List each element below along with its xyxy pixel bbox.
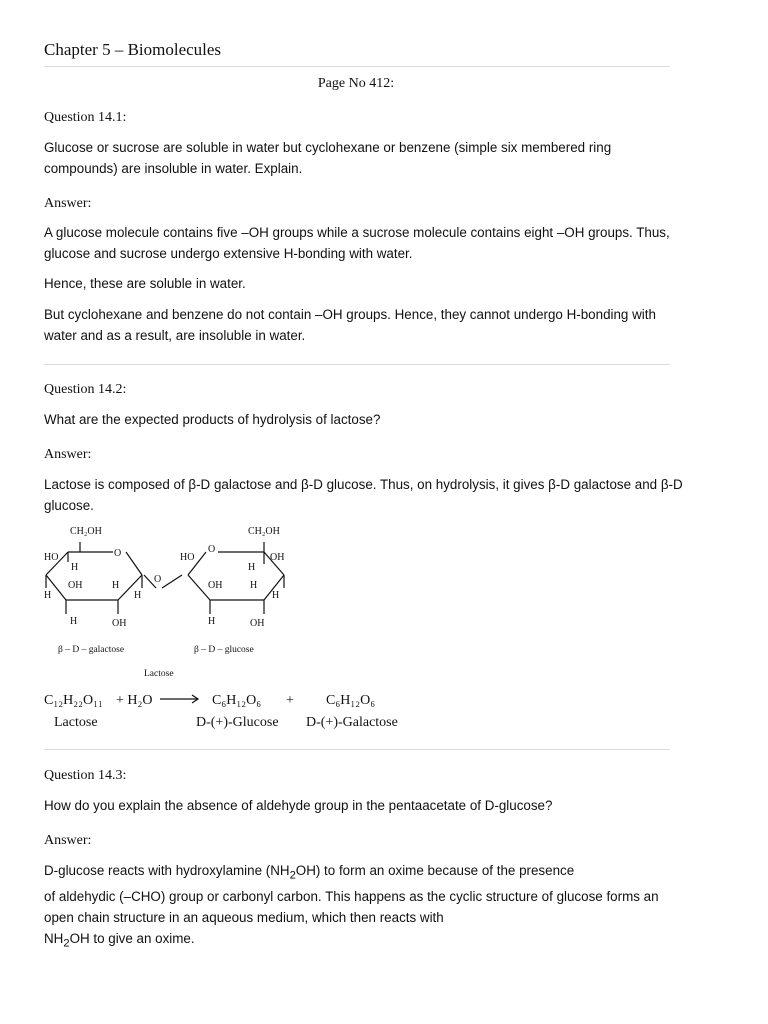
question-label: Question 14.1: bbox=[44, 110, 127, 125]
label-h: H bbox=[70, 616, 78, 627]
divider bbox=[44, 749, 670, 750]
question-text: Glucose or sucrose are soluble in water but cyclohexane or benzene (simple six membered ring compounds) are insoluble in water. Explain. bbox=[44, 140, 612, 176]
question-text: How do you explain the absence of aldehyde group in the pentaacetate of D-glucose? bbox=[44, 798, 553, 813]
answer-paragraph: Lactose is composed of β-D galactose and β-D glucose. Thus, on hydrolysis, it gives β-D galactose and β-D glucose. bbox=[44, 477, 683, 513]
label-ch2oh: CH₂OH bbox=[248, 526, 280, 537]
product-formula: C₆H₁₂O₆ bbox=[326, 693, 376, 708]
answer-last-line bbox=[44, 928, 684, 955]
text-run: OH to give an oxime. bbox=[69, 931, 195, 946]
answer-label: Answer: bbox=[44, 833, 92, 848]
plus-sign: + bbox=[286, 693, 294, 708]
product-name: D-(+)-Galactose bbox=[306, 715, 398, 730]
label-ch2oh: CH₂OH bbox=[70, 526, 102, 537]
subscript: 2 bbox=[63, 937, 70, 950]
text-run: D-glucose reacts with hydroxylamine (NH bbox=[44, 863, 290, 878]
answer-first-line bbox=[44, 860, 684, 887]
page-title: Chapter 5 – Biomolecules bbox=[44, 40, 222, 59]
answer-paragraph: But cyclohexane and benzene do not contain –OH groups. Hence, they cannot undergo H-bonding with water and as a result, are insoluble in water. bbox=[44, 307, 656, 343]
question-label: Question 14.3: bbox=[44, 768, 127, 783]
label-h: H bbox=[208, 616, 216, 627]
label-o: O bbox=[114, 548, 122, 559]
label-oh: OH bbox=[250, 618, 265, 629]
product-formula: C₆H₁₂O₆ bbox=[212, 693, 262, 708]
label-oh: OH bbox=[208, 580, 223, 591]
answer-label: Answer: bbox=[44, 447, 92, 462]
answer-paragraph: A glucose molecule contains five –OH groups while a sucrose molecule contains eight –OH groups. Thus, glucose and sucrose undergo extensive H-bonding with water. bbox=[44, 225, 670, 261]
answer-label: Answer: bbox=[44, 196, 92, 211]
water-term: + H₂O bbox=[116, 693, 153, 708]
glucose-caption: β – D – glucose bbox=[194, 645, 254, 655]
lactose-caption: Lactose bbox=[144, 669, 174, 679]
lactose-structure-figure bbox=[38, 520, 418, 740]
divider bbox=[44, 66, 670, 67]
label-h: H bbox=[71, 562, 79, 573]
label-o: O bbox=[208, 544, 216, 555]
text-run: OH) to form an oxime because of the presence bbox=[295, 863, 575, 878]
label-h: H bbox=[250, 580, 258, 591]
galactose-caption: β – D – galactose bbox=[58, 645, 125, 655]
answer-paragraph: Hence, these are soluble in water. bbox=[44, 276, 246, 291]
label-h: H bbox=[44, 590, 52, 601]
label-h: H bbox=[134, 590, 142, 601]
reactant-name: Lactose bbox=[54, 715, 98, 730]
page-number: Page No 412: bbox=[317, 76, 395, 91]
text-run: NH bbox=[44, 931, 64, 946]
divider bbox=[44, 364, 670, 365]
answer-paragraph: of aldehydic (–CHO) group or carbonyl carbon. This happens as the cyclic structure of glucose forms an open chain structure in an aqueous medium, which then reacts with bbox=[44, 889, 659, 925]
hydrolysis-equation bbox=[44, 693, 398, 730]
question-text: What are the expected products of hydrolysis of lactose? bbox=[44, 412, 381, 427]
label-oh: OH bbox=[112, 618, 127, 629]
label-h: H bbox=[272, 590, 280, 601]
label-ho: HO bbox=[44, 552, 59, 563]
label-oh: OH bbox=[270, 552, 285, 563]
reactant-formula: C₁₂H₂₂O₁₁ bbox=[44, 693, 103, 708]
question-label: Question 14.2: bbox=[44, 382, 127, 397]
product-name: D-(+)-Glucose bbox=[196, 715, 279, 730]
label-h: H bbox=[112, 580, 120, 591]
label-o: O bbox=[154, 574, 162, 585]
label-oh: OH bbox=[68, 580, 83, 591]
subscript: 2 bbox=[289, 869, 296, 882]
label-h: H bbox=[248, 562, 256, 573]
label-ho: HO bbox=[180, 552, 195, 563]
